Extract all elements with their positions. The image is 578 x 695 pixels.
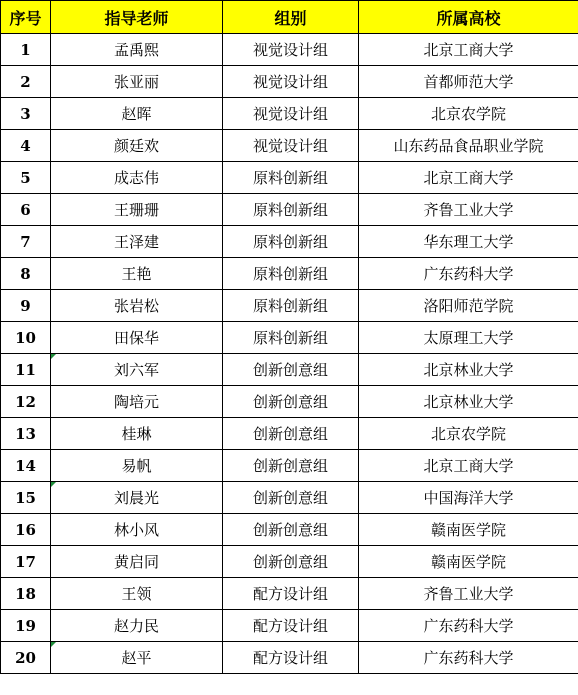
cell-no[interactable]: 12	[1, 386, 51, 418]
table-row	[1, 66, 578, 98]
cell-group[interactable]: 创新创意组	[223, 386, 359, 418]
cell-school[interactable]: 广东药科大学	[359, 610, 578, 642]
cell-school[interactable]: 广东药科大学	[359, 642, 578, 674]
table-row	[1, 386, 578, 418]
cell-group[interactable]: 原料创新组	[223, 194, 359, 226]
teacher-name: 王艳	[121, 265, 152, 283]
header-teacher[interactable]: 指导老师	[51, 1, 223, 34]
cell-school[interactable]: 齐鲁工业大学	[359, 194, 578, 226]
cell-no[interactable]: 2	[1, 66, 51, 98]
table-row	[1, 514, 578, 546]
cell-no[interactable]: 6	[1, 194, 51, 226]
cell-teacher[interactable]	[51, 450, 223, 482]
table-row	[1, 322, 578, 354]
cell-school[interactable]: 赣南医学院	[359, 514, 578, 546]
table-row	[1, 290, 578, 322]
cell-no[interactable]: 9	[1, 290, 51, 322]
cell-teacher[interactable]	[51, 258, 223, 290]
cell-teacher[interactable]	[51, 290, 223, 322]
cell-group[interactable]: 创新创意组	[223, 514, 359, 546]
table-row	[1, 450, 578, 482]
cell-school[interactable]: 洛阳师范学院	[359, 290, 578, 322]
cell-teacher[interactable]	[51, 162, 223, 194]
cell-school[interactable]: 北京林业大学	[359, 354, 578, 386]
cell-comment-indicator-icon	[51, 642, 56, 647]
cell-group[interactable]: 创新创意组	[223, 354, 359, 386]
table-row	[1, 258, 578, 290]
cell-teacher[interactable]	[51, 98, 223, 130]
cell-teacher[interactable]	[51, 66, 223, 98]
cell-no[interactable]: 4	[1, 130, 51, 162]
cell-no[interactable]: 17	[1, 546, 51, 578]
cell-group[interactable]: 视觉设计组	[223, 98, 359, 130]
cell-teacher[interactable]	[51, 226, 223, 258]
cell-group[interactable]: 创新创意组	[223, 450, 359, 482]
cell-school[interactable]: 北京工商大学	[359, 162, 578, 194]
teacher-name: 孟禹熙	[113, 41, 159, 59]
cell-teacher[interactable]	[51, 130, 223, 162]
cell-school[interactable]: 华东理工大学	[359, 226, 578, 258]
table-row	[1, 610, 578, 642]
table-row	[1, 130, 578, 162]
teacher-name: 田保华	[113, 329, 159, 347]
teacher-name: 林小风	[113, 521, 159, 539]
cell-group[interactable]: 原料创新组	[223, 258, 359, 290]
cell-teacher[interactable]	[51, 642, 223, 674]
table-row	[1, 482, 578, 514]
cell-teacher[interactable]	[51, 322, 223, 354]
table-row	[1, 98, 578, 130]
cell-school[interactable]: 广东药科大学	[359, 258, 578, 290]
table-row	[1, 34, 578, 66]
cell-teacher[interactable]	[51, 354, 223, 386]
cell-group[interactable]: 视觉设计组	[223, 130, 359, 162]
table-row	[1, 162, 578, 194]
cell-school[interactable]: 首都师范大学	[359, 66, 578, 98]
teacher-name: 刘晨光	[113, 489, 159, 507]
cell-school[interactable]: 北京农学院	[359, 418, 578, 450]
cell-group[interactable]: 原料创新组	[223, 290, 359, 322]
teacher-name: 黄启同	[113, 553, 159, 571]
cell-group[interactable]: 创新创意组	[223, 418, 359, 450]
cell-teacher[interactable]	[51, 482, 223, 514]
cell-no[interactable]: 13	[1, 418, 51, 450]
cell-no[interactable]: 20	[1, 642, 51, 674]
header-row	[1, 1, 578, 34]
teacher-name: 王珊珊	[113, 201, 159, 219]
cell-no[interactable]: 3	[1, 98, 51, 130]
teacher-name: 颜廷欢	[113, 137, 159, 155]
teacher-name: 王泽建	[113, 233, 159, 251]
teacher-name: 王领	[121, 585, 152, 603]
cell-school[interactable]: 太原理工大学	[359, 322, 578, 354]
cell-teacher[interactable]	[51, 386, 223, 418]
cell-no[interactable]: 16	[1, 514, 51, 546]
cell-no[interactable]: 7	[1, 226, 51, 258]
table-body	[1, 34, 578, 674]
cell-group[interactable]: 配方设计组	[223, 610, 359, 642]
cell-no[interactable]: 8	[1, 258, 51, 290]
cell-group[interactable]: 原料创新组	[223, 226, 359, 258]
cell-teacher[interactable]	[51, 418, 223, 450]
cell-teacher[interactable]	[51, 546, 223, 578]
cell-group[interactable]: 配方设计组	[223, 578, 359, 610]
cell-no[interactable]: 10	[1, 322, 51, 354]
cell-group[interactable]: 视觉设计组	[223, 34, 359, 66]
cell-school[interactable]: 北京工商大学	[359, 34, 578, 66]
cell-no[interactable]: 11	[1, 354, 51, 386]
teacher-name: 赵晖	[121, 105, 152, 123]
cell-group[interactable]: 创新创意组	[223, 546, 359, 578]
header-school[interactable]: 所属高校	[359, 1, 578, 34]
cell-school[interactable]: 中国海洋大学	[359, 482, 578, 514]
cell-school[interactable]: 北京林业大学	[359, 386, 578, 418]
cell-group[interactable]: 视觉设计组	[223, 66, 359, 98]
cell-no[interactable]: 14	[1, 450, 51, 482]
cell-teacher[interactable]	[51, 610, 223, 642]
header-group[interactable]: 组别	[223, 1, 359, 34]
teacher-name: 赵力民	[113, 617, 159, 635]
cell-school[interactable]: 赣南医学院	[359, 546, 578, 578]
table-row	[1, 418, 578, 450]
cell-no[interactable]: 19	[1, 610, 51, 642]
cell-group[interactable]: 原料创新组	[223, 322, 359, 354]
cell-school[interactable]: 山东药品食品职业学院	[359, 130, 578, 162]
cell-group[interactable]: 配方设计组	[223, 642, 359, 674]
cell-no[interactable]: 18	[1, 578, 51, 610]
cell-no[interactable]: 15	[1, 482, 51, 514]
cell-teacher[interactable]	[51, 578, 223, 610]
table-row	[1, 194, 578, 226]
cell-teacher[interactable]	[51, 514, 223, 546]
cell-comment-indicator-icon	[51, 482, 56, 487]
cell-group[interactable]: 创新创意组	[223, 482, 359, 514]
cell-no[interactable]: 1	[1, 34, 51, 66]
table-row	[1, 642, 578, 674]
cell-school[interactable]: 北京工商大学	[359, 450, 578, 482]
teacher-name: 陶培元	[113, 393, 159, 411]
cell-comment-indicator-icon	[51, 354, 56, 359]
table-row	[1, 226, 578, 258]
teacher-name: 赵平	[121, 649, 152, 667]
teacher-name: 张岩松	[113, 297, 159, 315]
teacher-name: 桂琳	[121, 425, 152, 443]
table-row	[1, 354, 578, 386]
teacher-name: 易帆	[121, 457, 152, 475]
table-row	[1, 578, 578, 610]
teacher-name: 成志伟	[113, 169, 159, 187]
header-no[interactable]: 序号	[1, 1, 51, 34]
table-row	[1, 546, 578, 578]
cell-school[interactable]: 北京农学院	[359, 98, 578, 130]
teacher-name: 张亚丽	[113, 73, 159, 91]
cell-no[interactable]: 5	[1, 162, 51, 194]
cell-group[interactable]: 原料创新组	[223, 162, 359, 194]
cell-teacher[interactable]	[51, 34, 223, 66]
cell-teacher[interactable]	[51, 194, 223, 226]
cell-school[interactable]: 齐鲁工业大学	[359, 578, 578, 610]
teacher-name: 刘六军	[113, 361, 159, 379]
